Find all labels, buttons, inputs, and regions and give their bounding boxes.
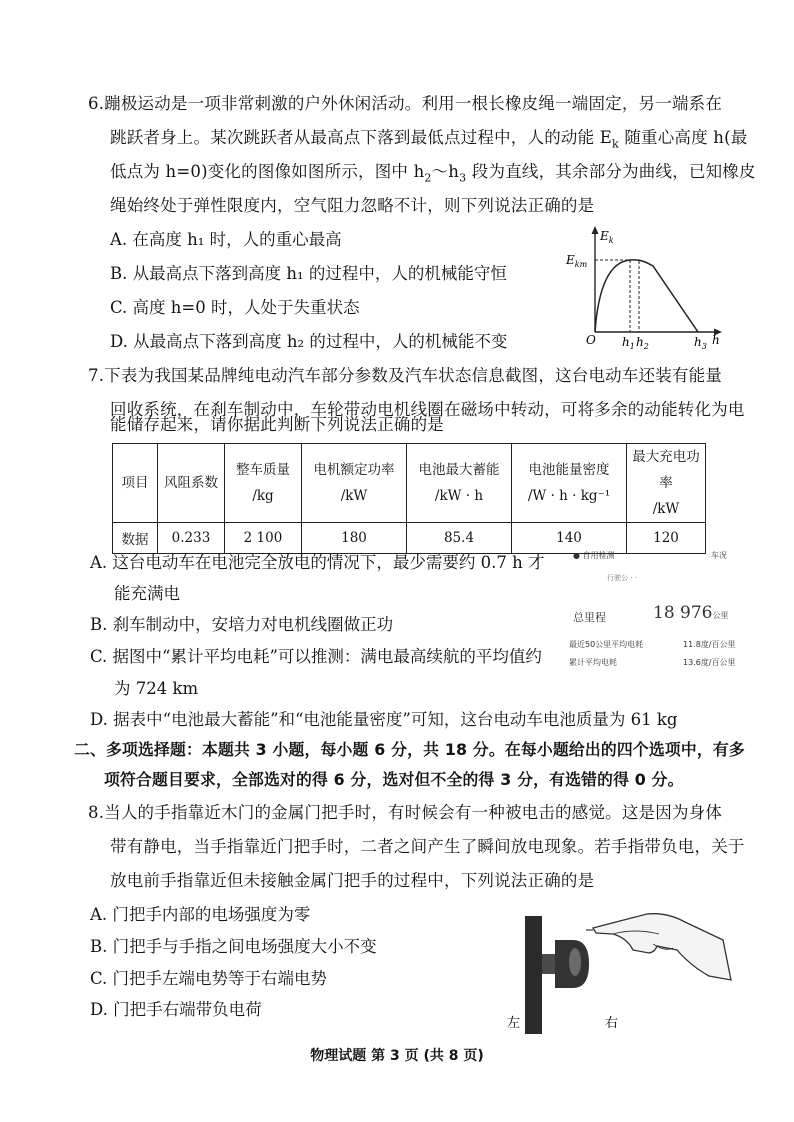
table-cell: 2 100 <box>225 523 302 554</box>
q7-option-a-cont: 能充满电 <box>114 584 180 603</box>
q6-stem-line-3 <box>110 160 756 190</box>
q7-option-c[interactable]: C. 据图中“累计平均电耗”可以推测：满电最高续航的平均值约 <box>90 647 542 666</box>
dashboard-avg-label: 累计平均电耗 <box>569 658 617 667</box>
q6-stem-line-2-text: 跳跃者身上。某次跳跃者从最高点下落到最低点过程中，人的动能 E <box>110 128 612 147</box>
label-left: 左 <box>507 1016 521 1031</box>
q8-option-b[interactable]: B. 门把手与手指之间电场强度大小不变 <box>90 937 377 956</box>
q6-option-c[interactable]: C. 高度 h=0 时，人处于失重状态 <box>110 298 360 317</box>
graph-origin-label: O <box>586 333 596 347</box>
hand <box>593 914 731 980</box>
q6-stem-line-2-tail: 随重心高度 h(最 <box>618 128 748 147</box>
section-2-heading-line-1: 二、多项选择题：本题共 3 小题，每小题 6 分，共 18 分。在每小题给出的四个选项中，有多 <box>74 740 745 759</box>
q6-ek-h-graph <box>560 220 730 350</box>
graph-h1-label: $h_1$ <box>622 335 635 350</box>
page-footer: 物理试题 第 3 页 (共 8 页) <box>310 1048 484 1064</box>
table-header-cell: 电池最大蓄能 /kW · h <box>407 444 512 523</box>
dashboard-recent-label: 最近50公里平均电耗 <box>569 640 644 649</box>
q6-stem-line-3-mid: ～h <box>431 162 460 181</box>
q7-stem-line-3: 能储存起来，请你据此判断下列说法正确的是 <box>110 415 444 434</box>
dashboard-total-label: 总里程 <box>573 611 606 624</box>
q8-stem-line-1: 8.当人的手指靠近木门的金属门把手时，有时候会有一种被电击的感觉。这是因为身体 <box>88 803 723 822</box>
table-cell: 180 <box>302 523 407 554</box>
q8-stem-line-2: 带有静电，当手指靠近门把手时，二者之间产生了瞬间放电现象。若手指带负电，关于 <box>110 837 745 856</box>
graph-h3-label: $h_3$ <box>694 335 707 350</box>
table-header-cell: 电池能量密度 /W · h · kg⁻¹ <box>512 444 627 523</box>
handle-neck <box>542 954 556 974</box>
q6-stem-line-4: 绳始终处于弹性限度内，空气阻力忽略不计，则下列说法正确的是 <box>110 196 595 215</box>
q6-h3-subscript: 3 <box>459 171 467 185</box>
table-header-cell: 电机额定功率 /kW <box>302 444 407 523</box>
dashboard-sub: 行驶公 · · <box>607 574 637 582</box>
q6-stem-line-3-text: 低点为 h=0)变化的图像如图所示，图中 h <box>110 162 425 181</box>
q7-option-b[interactable]: B. 刹车制动中，安培力对电机线圈做正功 <box>90 615 394 634</box>
q7-dashboard-screenshot <box>565 543 765 673</box>
q6-stem-line-1: 6.蹦极运动是一项非常刺激的户外休闲活动。利用一根长橡皮绳一端固定，另一端系在 <box>88 94 723 113</box>
table-header-cell: 风阻系数 <box>158 444 225 523</box>
q8-option-a[interactable]: A. 门把手内部的电场强度为零 <box>90 905 311 924</box>
table-cell: 数据 <box>113 523 158 554</box>
q8-door-handle-figure <box>495 900 735 1035</box>
q7-option-c-cont: 为 724 km <box>114 679 199 698</box>
dashboard-avg-value: 13.6度/百公里 <box>683 658 736 667</box>
q6-stem-line-2 <box>110 126 747 156</box>
door-panel <box>525 916 542 1034</box>
q7-option-a[interactable]: A. 这台电动车在电池完全放电的情况下，最少需要约 0.7 h 才 <box>90 553 545 572</box>
table-cell: 140 <box>512 523 627 554</box>
table-header-row <box>113 444 706 523</box>
q6-option-a[interactable]: A. 在高度 h₁ 时，人的重心最高 <box>110 230 342 249</box>
table-cell: 85.4 <box>407 523 512 554</box>
dashboard-total-value: 18 976公里 <box>653 603 729 623</box>
graph-x-label: h <box>712 333 720 347</box>
graph-h2-label: $h_2$ <box>636 335 649 350</box>
q6-stem-line-3-tail: 段为直线，其余部分为曲线，已知橡皮 <box>466 162 756 181</box>
label-right: 右 <box>605 1016 619 1031</box>
q8-option-d[interactable]: D. 门把手右端带负电荷 <box>90 1000 262 1019</box>
graph-ekm-label: $E_{km}$ <box>566 253 588 269</box>
dashboard-top-left: ● 自用检测 <box>573 551 615 560</box>
q7-spec-table <box>112 443 706 554</box>
q6-ek-subscript: k <box>612 137 619 151</box>
handle-highlight <box>569 948 581 976</box>
table-cell: 0.233 <box>158 523 225 554</box>
q6-option-b[interactable]: B. 从最高点下落到高度 h₁ 的过程中，人的机械能守恒 <box>110 264 507 283</box>
table-header-cell: 项目 <box>113 444 158 523</box>
section-2-heading-line-2: 项符合题目要求，全部选对的得 6 分，选对但不全的得 3 分，有选错的得 0 分。 <box>104 770 684 789</box>
q6-option-d[interactable]: D. 从最高点下落到高度 h₂ 的过程中，人的机械能不变 <box>110 332 508 351</box>
dashboard-top-right: 车况 <box>711 551 727 560</box>
q6-h2-subscript: 2 <box>424 171 432 185</box>
table-header-cell: 整车质量 /kg <box>225 444 302 523</box>
table-header-cell: 最大充电功率 /kW <box>627 444 706 523</box>
q7-option-d[interactable]: D. 据表中“电池最大蓄能”和“电池能量密度”可知，这台电动车电池质量为 61 kg <box>90 710 678 729</box>
table-cell: 120 <box>627 523 706 554</box>
dashboard-recent-value: 11.8度/百公里 <box>683 640 736 649</box>
q7-stem-line-2: 回收系统，在刹车制动中，车轮带动电机线圈在磁场中转动，可将多余的动能转化为电 <box>110 400 745 419</box>
q8-stem-line-3: 放电前手指靠近但未接触金属门把手的过程中，下列说法正确的是 <box>110 871 595 890</box>
graph-y-arrow <box>592 226 599 234</box>
graph-y-label: $E_k$ <box>600 229 614 245</box>
q7-stem-line-1: 7.下表为我国某品牌纯电动汽车部分参数及汽车状态信息截图，这台电动车还装有能量 <box>88 366 723 385</box>
graph-curve <box>595 260 698 332</box>
q8-option-c[interactable]: C. 门把手左端电势等于右端电势 <box>90 969 328 988</box>
